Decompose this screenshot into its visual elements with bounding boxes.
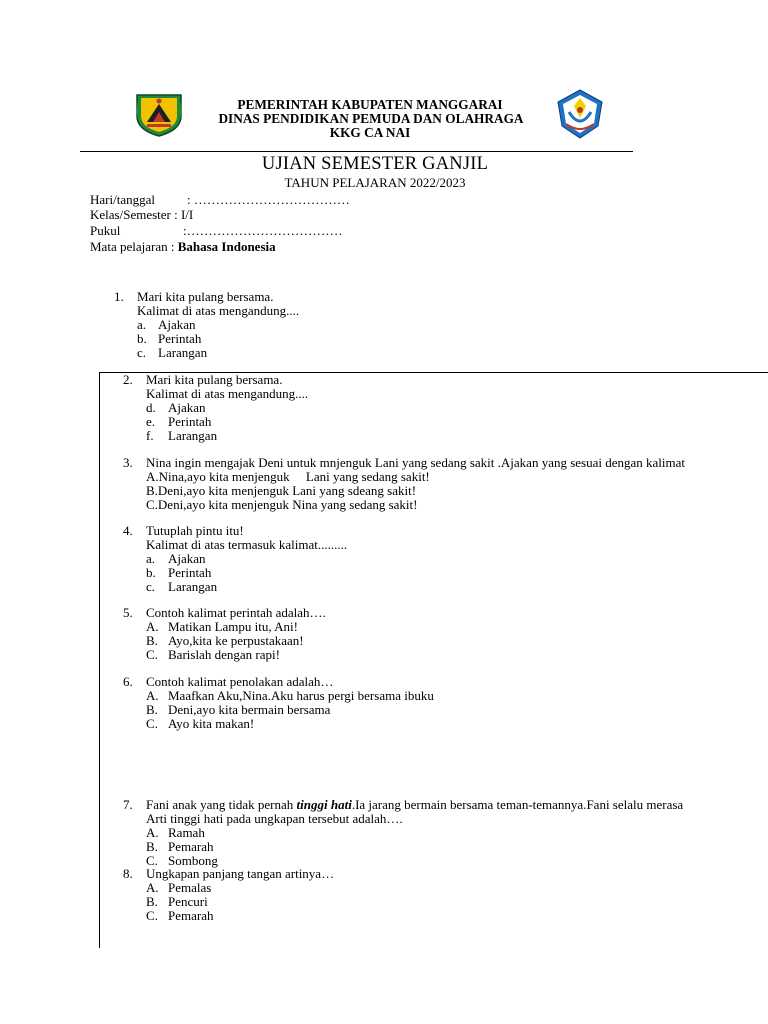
q6-number: 6.	[123, 674, 133, 689]
q7-idiom: tinggi hati	[296, 798, 352, 812]
q7-number: 7.	[123, 797, 133, 812]
q8-option-c: Pemarah	[168, 908, 214, 923]
q8-number: 8.	[123, 866, 133, 881]
q4-text-2: Kalimat di atas termasuk kalimat.........	[146, 537, 348, 552]
q7-option-a: Ramah	[168, 825, 205, 840]
pukul-value: :………………………………	[183, 223, 343, 238]
q1-option-b: Perintah	[158, 331, 202, 346]
q5-number: 5.	[123, 605, 133, 620]
q5-option-b-letter: B.	[146, 633, 158, 648]
q8-option-c-letter: C.	[146, 908, 158, 923]
q4-option-c: Larangan	[168, 579, 218, 594]
q1-option-c: Larangan	[158, 345, 208, 360]
q4-option-a: Ajakan	[168, 551, 206, 566]
q3-option-a: A.Nina,ayo kita menjenguk Lani yang sedang sakit!	[146, 469, 430, 484]
q4-text: Tutuplah pintu itu!	[146, 523, 244, 538]
q3-text: Nina ingin mengajak Deni untuk mnjenguk Lani yang sedang sakit .Ajakan yang sesuai dengan kalimat	[146, 456, 686, 470]
header-line-3: KKG CA NAI	[329, 125, 411, 140]
q6-option-b-letter: B.	[146, 702, 158, 717]
q1-option-c-letter: c.	[137, 345, 147, 360]
q6-option-c: Ayo kita makan!	[168, 716, 255, 731]
q2-option-d-letter: d.	[146, 400, 156, 415]
pukul-label: Pukul	[90, 223, 121, 238]
q7-option-b: Pemarah	[168, 839, 214, 854]
q4-option-c-letter: c.	[146, 579, 156, 594]
q6-option-a-letter: A.	[146, 688, 159, 703]
mata-pelajaran: Mata pelajaran : Bahasa Indonesia	[90, 239, 276, 254]
q7-text: Fani anak yang tidak pernah tinggi hati.Ia jarang bermain bersama teman-temannya.Fani selalu merasa	[146, 798, 684, 812]
q8-option-b: Pencuri	[168, 894, 208, 909]
q7-text-2: Arti tinggi hati pada ungkapan tersebut adalah….	[146, 811, 403, 826]
q8-text: Ungkapan panjang tangan artinya…	[146, 866, 335, 881]
q5-option-a-letter: A.	[146, 619, 159, 634]
header-divider	[80, 151, 633, 152]
q3-option-b: B.Deni,ayo kita menjenguk Lani yang sdeang sakit!	[146, 483, 417, 498]
q2-option-e: Perintah	[168, 414, 212, 429]
kelas-semester: Kelas/Semester : I/I	[90, 207, 194, 222]
q7-option-c: Sombong	[168, 853, 218, 868]
q6-option-b: Deni,ayo kita bermain bersama	[168, 702, 331, 717]
q2-text: Mari kita pulang bersama.	[146, 372, 283, 387]
q1-option-a: Ajakan	[158, 317, 196, 332]
q2-option-d: Ajakan	[168, 400, 206, 415]
q3-option-c: C.Deni,ayo kita menjenguk Nina yang sedang sakit!	[146, 497, 418, 512]
question-frame-left	[99, 372, 100, 948]
q8-option-b-letter: B.	[146, 894, 158, 909]
q8-option-a: Pemalas	[168, 880, 212, 895]
q4-option-b-letter: b.	[146, 565, 156, 580]
q1-text: Mari kita pulang bersama.	[137, 289, 274, 304]
q4-option-a-letter: a.	[146, 551, 156, 566]
q6-option-c-letter: C.	[146, 716, 158, 731]
q3-number: 3.	[123, 455, 133, 470]
header-line-1: PEMERINTAH KABUPATEN MANGGARAI	[237, 97, 503, 112]
q5-option-a: Matikan Lampu itu, Ani!	[168, 619, 298, 634]
kabupaten-manggarai-logo	[133, 92, 185, 138]
exam-title: UJIAN SEMESTER GANJIL	[261, 154, 489, 174]
q2-option-e-letter: e.	[146, 414, 156, 429]
q5-option-b: Ayo,kita ke perpustakaan!	[168, 633, 304, 648]
q5-text: Contoh kalimat perintah adalah….	[146, 605, 326, 620]
q5-option-c: Barislah dengan rapi!	[168, 647, 280, 662]
exam-subtitle: TAHUN PELAJARAN 2022/2023	[284, 175, 466, 190]
q2-option-f: Larangan	[168, 428, 218, 443]
q8-option-a-letter: A.	[146, 880, 159, 895]
hari-value: : ………………………………	[187, 192, 350, 207]
q2-number: 2.	[123, 372, 133, 387]
q7-option-a-letter: A.	[146, 825, 159, 840]
q5-option-c-letter: C.	[146, 647, 158, 662]
q6-text: Contoh kalimat penolakan adalah…	[146, 674, 334, 689]
q1-text-2: Kalimat di atas mengandung....	[137, 303, 300, 318]
q7-option-b-letter: B.	[146, 839, 158, 854]
q6-option-a: Maafkan Aku,Nina.Aku harus pergi bersama ibuku	[168, 688, 434, 703]
q7-option-c-letter: C.	[146, 853, 158, 868]
q1-number: 1.	[114, 289, 124, 304]
q4-option-b: Perintah	[168, 565, 212, 580]
tut-wuri-handayani-logo	[552, 88, 608, 140]
q1-option-a-letter: a.	[137, 317, 147, 332]
q2-text-2: Kalimat di atas mengandung....	[146, 386, 309, 401]
q1-option-b-letter: b.	[137, 331, 147, 346]
q2-option-f-letter: f.	[146, 428, 154, 443]
hari-label: Hari/tanggal	[90, 192, 155, 207]
header-line-2: DINAS PENDIDIKAN PEMUDA DAN OLAHRAGA	[218, 111, 524, 126]
q4-number: 4.	[123, 523, 133, 538]
